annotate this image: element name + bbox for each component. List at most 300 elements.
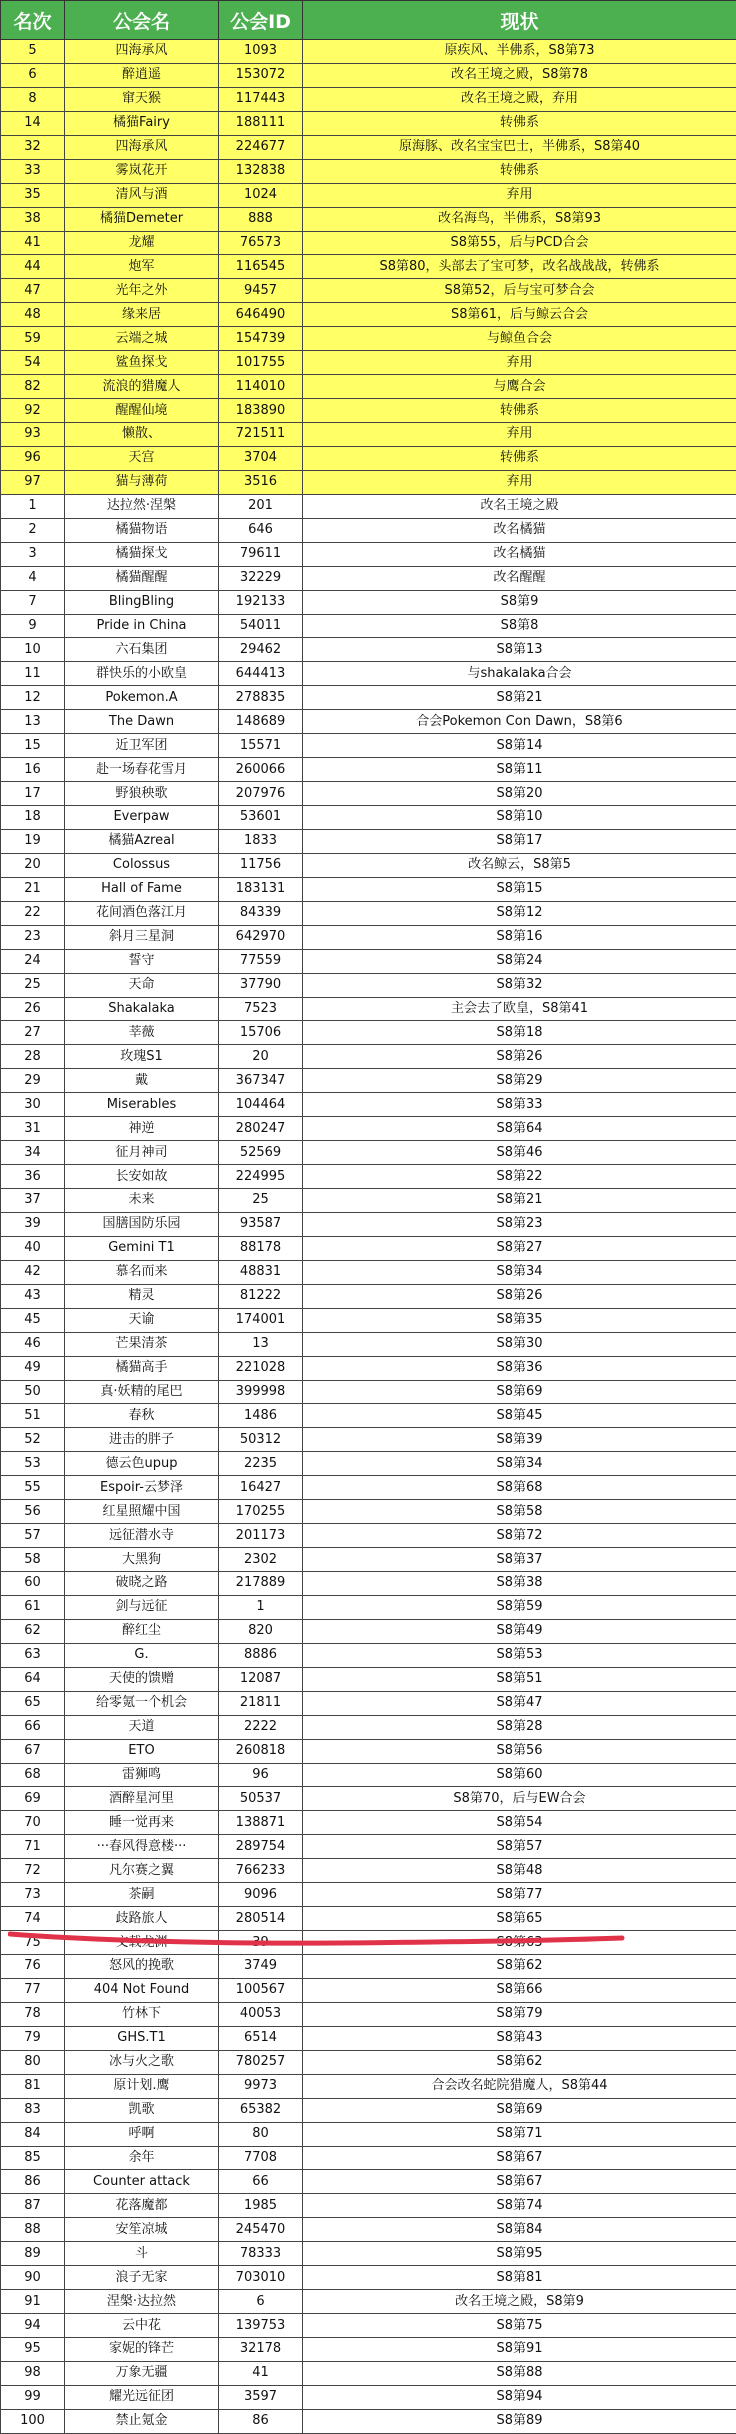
- table-row: [1, 1955, 736, 1979]
- cell-guild-id: 116545: [219, 255, 303, 279]
- cell-guild-id: 29462: [219, 638, 303, 662]
- cell-guild-id: 148689: [219, 710, 303, 734]
- cell-rank: 86: [1, 2170, 65, 2194]
- cell-guild-name: 芒果清茶: [65, 1332, 219, 1356]
- cell-status: S8第43: [303, 2026, 736, 2050]
- cell-guild-id: 1486: [219, 1404, 303, 1428]
- cell-status: S8第34: [303, 1260, 736, 1284]
- cell-guild-name: 春秋: [65, 1404, 219, 1428]
- cell-guild-name: Shakalaka: [65, 997, 219, 1021]
- table-row: [1, 518, 736, 542]
- cell-guild-id: 101755: [219, 351, 303, 375]
- cell-status: S8第38: [303, 1572, 736, 1596]
- cell-guild-name: 剑与远征: [65, 1595, 219, 1619]
- cell-guild-name: 窜天猴: [65, 87, 219, 111]
- cell-guild-name: 醒醒仙境: [65, 399, 219, 423]
- cell-rank: 4: [1, 566, 65, 590]
- table-row: [1, 2266, 736, 2290]
- cell-guild-name: BlingBling: [65, 590, 219, 614]
- cell-rank: 88: [1, 2218, 65, 2242]
- cell-rank: 49: [1, 1356, 65, 1380]
- table-row: [1, 399, 736, 423]
- cell-status: 转佛系: [303, 446, 736, 470]
- cell-guild-id: 93587: [219, 1212, 303, 1236]
- cell-guild-name: 云端之城: [65, 327, 219, 351]
- cell-guild-name: 玫瑰S1: [65, 1045, 219, 1069]
- cell-rank: 9: [1, 614, 65, 638]
- cell-status: 与鲸鱼合会: [303, 327, 736, 351]
- cell-guild-id: 245470: [219, 2218, 303, 2242]
- cell-guild-name: Espoir-云梦泽: [65, 1476, 219, 1500]
- cell-guild-id: 3704: [219, 446, 303, 470]
- cell-rank: 14: [1, 111, 65, 135]
- cell-guild-name: 茶嗣: [65, 1883, 219, 1907]
- cell-rank: 58: [1, 1548, 65, 1572]
- cell-status: S8第26: [303, 1284, 736, 1308]
- cell-status: 改名醒醒: [303, 566, 736, 590]
- cell-status: S8第14: [303, 734, 736, 758]
- cell-rank: 5: [1, 40, 65, 64]
- table-row: [1, 1572, 736, 1596]
- cell-rank: 21: [1, 877, 65, 901]
- cell-status: S8第88: [303, 2361, 736, 2385]
- table-row: [1, 303, 736, 327]
- table-row: [1, 2290, 736, 2314]
- cell-guild-id: 9096: [219, 1883, 303, 1907]
- cell-status: S8第56: [303, 1739, 736, 1763]
- table-row: [1, 1763, 736, 1787]
- cell-rank: 67: [1, 1739, 65, 1763]
- cell-guild-id: 1833: [219, 829, 303, 853]
- cell-guild-name: 给零氪一个机会: [65, 1691, 219, 1715]
- cell-guild-id: 221028: [219, 1356, 303, 1380]
- cell-guild-name: 橘猫Demeter: [65, 207, 219, 231]
- table-row: [1, 734, 736, 758]
- cell-guild-id: 217889: [219, 1572, 303, 1596]
- cell-guild-name: 达拉然·涅槃: [65, 494, 219, 518]
- cell-guild-name: 莘薇: [65, 1021, 219, 1045]
- cell-status: S8第67: [303, 2170, 736, 2194]
- cell-guild-id: 646: [219, 518, 303, 542]
- cell-status: S8第72: [303, 1524, 736, 1548]
- cell-rank: 23: [1, 925, 65, 949]
- table-row: [1, 470, 736, 494]
- cell-guild-name: 歧路旅人: [65, 1907, 219, 1931]
- cell-guild-id: 20: [219, 1045, 303, 1069]
- cell-guild-id: 50312: [219, 1428, 303, 1452]
- cell-guild-id: 289754: [219, 1835, 303, 1859]
- cell-guild-name: 万象无疆: [65, 2361, 219, 2385]
- cell-rank: 30: [1, 1093, 65, 1117]
- cell-guild-id: 280247: [219, 1117, 303, 1141]
- cell-status: S8第71: [303, 2122, 736, 2146]
- cell-rank: 79: [1, 2026, 65, 2050]
- cell-rank: 13: [1, 710, 65, 734]
- cell-rank: 73: [1, 1883, 65, 1907]
- table-row: [1, 1236, 736, 1260]
- table-row: [1, 207, 736, 231]
- cell-guild-name: 橘猫醒醒: [65, 566, 219, 590]
- cell-status: S8第28: [303, 1715, 736, 1739]
- cell-guild-name: G.: [65, 1643, 219, 1667]
- cell-guild-id: 138871: [219, 1811, 303, 1835]
- cell-guild-name: 群快乐的小欧皇: [65, 662, 219, 686]
- cell-status: S8第95: [303, 2242, 736, 2266]
- table-row: [1, 1476, 736, 1500]
- cell-status: S8第51: [303, 1667, 736, 1691]
- cell-guild-name: 红星照耀中国: [65, 1500, 219, 1524]
- cell-rank: 8: [1, 87, 65, 111]
- cell-rank: 38: [1, 207, 65, 231]
- cell-rank: 41: [1, 231, 65, 255]
- cell-guild-id: 65382: [219, 2098, 303, 2122]
- table-row: [1, 1811, 736, 1835]
- cell-guild-name: 竹林下: [65, 2002, 219, 2026]
- cell-status: S8第16: [303, 925, 736, 949]
- cell-guild-name: 凡尔赛之翼: [65, 1859, 219, 1883]
- table-row: [1, 1787, 736, 1811]
- cell-status: S8第91: [303, 2338, 736, 2362]
- cell-status: 与鹰合会: [303, 375, 736, 399]
- table-row: [1, 1189, 736, 1213]
- cell-guild-name: ···春风得意楼···: [65, 1835, 219, 1859]
- cell-guild-id: 13: [219, 1332, 303, 1356]
- cell-rank: 27: [1, 1021, 65, 1045]
- cell-status: S8第66: [303, 1978, 736, 2002]
- cell-status: S8第15: [303, 877, 736, 901]
- cell-guild-id: 41: [219, 2361, 303, 2385]
- cell-status: S8第61，后与鲸云合会: [303, 303, 736, 327]
- cell-rank: 1: [1, 494, 65, 518]
- table-row: [1, 2242, 736, 2266]
- cell-guild-name: 天谕: [65, 1308, 219, 1332]
- cell-guild-name: 四海承风: [65, 40, 219, 64]
- cell-guild-name: 精灵: [65, 1284, 219, 1308]
- cell-guild-id: 54011: [219, 614, 303, 638]
- cell-guild-id: 7708: [219, 2146, 303, 2170]
- cell-guild-name: 光年之外: [65, 279, 219, 303]
- cell-guild-id: 25: [219, 1189, 303, 1213]
- table-row: [1, 1931, 736, 1955]
- cell-status: S8第18: [303, 1021, 736, 1045]
- table-row: [1, 997, 736, 1021]
- cell-rank: 87: [1, 2194, 65, 2218]
- cell-guild-name: Hall of Fame: [65, 877, 219, 901]
- table-row: [1, 1069, 736, 1093]
- cell-guild-name: 戴: [65, 1069, 219, 1093]
- cell-guild-name: 花落魔都: [65, 2194, 219, 2218]
- cell-guild-name: 清风与酒: [65, 183, 219, 207]
- cell-status: 改名橘猫: [303, 542, 736, 566]
- table-row: [1, 1045, 736, 1069]
- cell-guild-name: The Dawn: [65, 710, 219, 734]
- cell-guild-id: 154739: [219, 327, 303, 351]
- cell-status: 弃用: [303, 351, 736, 375]
- table-row: [1, 1835, 736, 1859]
- cell-guild-name: 404 Not Found: [65, 1978, 219, 2002]
- cell-guild-id: 32178: [219, 2338, 303, 2362]
- cell-status: S8第57: [303, 1835, 736, 1859]
- cell-status: S8第46: [303, 1141, 736, 1165]
- cell-guild-id: 1: [219, 1595, 303, 1619]
- cell-guild-id: 88178: [219, 1236, 303, 1260]
- table-row: [1, 63, 736, 87]
- cell-rank: 82: [1, 375, 65, 399]
- table-row: [1, 1165, 736, 1189]
- cell-guild-name: 怒风的挽歌: [65, 1955, 219, 1979]
- table-row: [1, 2002, 736, 2026]
- table-row: [1, 87, 736, 111]
- cell-guild-name: 六石集团: [65, 638, 219, 662]
- cell-rank: 95: [1, 2338, 65, 2362]
- cell-guild-name: 涅槃·达拉然: [65, 2290, 219, 2314]
- cell-guild-name: ETO: [65, 1739, 219, 1763]
- cell-status: 改名王境之殿: [303, 494, 736, 518]
- table-row: [1, 494, 736, 518]
- cell-guild-name: Colossus: [65, 853, 219, 877]
- cell-guild-id: 278835: [219, 686, 303, 710]
- table-row: [1, 877, 736, 901]
- table-row: [1, 782, 736, 806]
- cell-guild-name: 耀光远征团: [65, 2385, 219, 2409]
- cell-guild-id: 80: [219, 2122, 303, 2146]
- cell-guild-id: 132838: [219, 159, 303, 183]
- cell-rank: 52: [1, 1428, 65, 1452]
- cell-status: S8第80，头部去了宝可梦，改名战战战，转佛系: [303, 255, 736, 279]
- cell-guild-id: 9973: [219, 2074, 303, 2098]
- cell-guild-id: 224995: [219, 1165, 303, 1189]
- cell-rank: 54: [1, 351, 65, 375]
- cell-rank: 96: [1, 446, 65, 470]
- table-row: [1, 1907, 736, 1931]
- cell-status: S8第62: [303, 2050, 736, 2074]
- cell-rank: 46: [1, 1332, 65, 1356]
- table-row: [1, 231, 736, 255]
- cell-guild-id: 79611: [219, 542, 303, 566]
- cell-guild-name: Everpaw: [65, 806, 219, 830]
- cell-guild-id: 6: [219, 2290, 303, 2314]
- cell-guild-name: 禁止氪金: [65, 2409, 219, 2433]
- table-row: [1, 183, 736, 207]
- cell-status: S8第62: [303, 1955, 736, 1979]
- cell-guild-id: 888: [219, 207, 303, 231]
- cell-rank: 84: [1, 2122, 65, 2146]
- cell-status: 改名王境之殿，S8第9: [303, 2290, 736, 2314]
- cell-guild-id: 6514: [219, 2026, 303, 2050]
- cell-guild-name: 橘猫Azreal: [65, 829, 219, 853]
- cell-guild-id: 66: [219, 2170, 303, 2194]
- cell-rank: 97: [1, 470, 65, 494]
- table-row: [1, 2122, 736, 2146]
- cell-guild-id: 86: [219, 2409, 303, 2433]
- cell-guild-name: Pride in China: [65, 614, 219, 638]
- cell-status: S8第94: [303, 2385, 736, 2409]
- cell-guild-name: 鲨鱼探戈: [65, 351, 219, 375]
- cell-rank: 56: [1, 1500, 65, 1524]
- cell-status: S8第81: [303, 2266, 736, 2290]
- cell-rank: 93: [1, 423, 65, 447]
- cell-guild-name: 家妮的锋芒: [65, 2338, 219, 2362]
- cell-guild-name: 未来: [65, 1189, 219, 1213]
- cell-status: 转佛系: [303, 159, 736, 183]
- table-row: [1, 1117, 736, 1141]
- cell-status: 弃用: [303, 470, 736, 494]
- cell-guild-id: 183890: [219, 399, 303, 423]
- cell-guild-name: GHS.T1: [65, 2026, 219, 2050]
- table-row: [1, 423, 736, 447]
- cell-guild-id: 8886: [219, 1643, 303, 1667]
- cell-guild-name: 天使的馈赠: [65, 1667, 219, 1691]
- cell-rank: 80: [1, 2050, 65, 2074]
- cell-rank: 34: [1, 1141, 65, 1165]
- cell-guild-id: 37790: [219, 973, 303, 997]
- table-row: [1, 1212, 736, 1236]
- cell-rank: 60: [1, 1572, 65, 1596]
- cell-rank: 81: [1, 2074, 65, 2098]
- cell-guild-id: 52569: [219, 1141, 303, 1165]
- table-row: [1, 1452, 736, 1476]
- table-row: [1, 1595, 736, 1619]
- cell-guild-name: 德云色upup: [65, 1452, 219, 1476]
- cell-guild-name: 浪子无家: [65, 2266, 219, 2290]
- cell-guild-id: 207976: [219, 782, 303, 806]
- table-row: [1, 758, 736, 782]
- cell-status: S8第35: [303, 1308, 736, 1332]
- cell-guild-id: 2235: [219, 1452, 303, 1476]
- cell-rank: 51: [1, 1404, 65, 1428]
- cell-rank: 91: [1, 2290, 65, 2314]
- cell-guild-id: 78333: [219, 2242, 303, 2266]
- cell-guild-name: 长安如故: [65, 1165, 219, 1189]
- table-row: [1, 40, 736, 64]
- cell-rank: 39: [1, 1212, 65, 1236]
- cell-status: S8第8: [303, 614, 736, 638]
- cell-rank: 76: [1, 1955, 65, 1979]
- cell-status: S8第70，后与EW合会: [303, 1787, 736, 1811]
- cell-rank: 74: [1, 1907, 65, 1931]
- cell-guild-id: 201173: [219, 1524, 303, 1548]
- cell-guild-id: 644413: [219, 662, 303, 686]
- table-row: [1, 1715, 736, 1739]
- table-row: [1, 375, 736, 399]
- cell-rank: 98: [1, 2361, 65, 2385]
- table-row: [1, 1691, 736, 1715]
- cell-rank: 77: [1, 1978, 65, 2002]
- cell-guild-id: 53601: [219, 806, 303, 830]
- table-row: [1, 279, 736, 303]
- cell-rank: 53: [1, 1452, 65, 1476]
- table-row: [1, 1524, 736, 1548]
- table-row: [1, 614, 736, 638]
- cell-status: S8第75: [303, 2314, 736, 2338]
- cell-status: S8第63: [303, 1931, 736, 1955]
- table-row: [1, 1667, 736, 1691]
- cell-guild-id: 224677: [219, 135, 303, 159]
- cell-status: S8第49: [303, 1619, 736, 1643]
- cell-status: S8第11: [303, 758, 736, 782]
- cell-status: S8第65: [303, 1907, 736, 1931]
- cell-status: S8第77: [303, 1883, 736, 1907]
- cell-guild-name: 橘猫Fairy: [65, 111, 219, 135]
- cell-guild-name: 慕名而来: [65, 1260, 219, 1284]
- cell-rank: 70: [1, 1811, 65, 1835]
- cell-rank: 43: [1, 1284, 65, 1308]
- cell-guild-name: 破晓之路: [65, 1572, 219, 1596]
- cell-guild-name: 呼啊: [65, 2122, 219, 2146]
- table-row: [1, 806, 736, 830]
- cell-guild-id: 153072: [219, 63, 303, 87]
- cell-guild-id: 188111: [219, 111, 303, 135]
- cell-guild-id: 642970: [219, 925, 303, 949]
- cell-guild-name: 安笙凉城: [65, 2218, 219, 2242]
- cell-guild-name: 醉逍遥: [65, 63, 219, 87]
- table-row: [1, 1883, 736, 1907]
- cell-guild-name: 猫与薄荷: [65, 470, 219, 494]
- cell-status: S8第30: [303, 1332, 736, 1356]
- table-row: [1, 1643, 736, 1667]
- cell-guild-id: 12087: [219, 1667, 303, 1691]
- table-row: [1, 1284, 736, 1308]
- cell-guild-id: 3597: [219, 2385, 303, 2409]
- cell-status: S8第22: [303, 1165, 736, 1189]
- header-guild-id: 公会ID: [219, 1, 303, 40]
- cell-rank: 42: [1, 1260, 65, 1284]
- cell-status: S8第84: [303, 2218, 736, 2242]
- cell-status: 改名王境之殿，S8第78: [303, 63, 736, 87]
- cell-guild-id: 39: [219, 1931, 303, 1955]
- cell-guild-name: 誓守: [65, 949, 219, 973]
- cell-status: S8第45: [303, 1404, 736, 1428]
- cell-guild-id: 1093: [219, 40, 303, 64]
- cell-guild-id: 100567: [219, 1978, 303, 2002]
- table-row: [1, 159, 736, 183]
- table-row: [1, 255, 736, 279]
- cell-status: S8第89: [303, 2409, 736, 2433]
- cell-status: 改名王境之殿，弃用: [303, 87, 736, 111]
- cell-guild-name: 近卫军团: [65, 734, 219, 758]
- cell-status: S8第21: [303, 686, 736, 710]
- cell-rank: 62: [1, 1619, 65, 1643]
- cell-guild-name: 远征潜水寺: [65, 1524, 219, 1548]
- cell-rank: 89: [1, 2242, 65, 2266]
- table-row: [1, 1380, 736, 1404]
- header-rank: 名次: [1, 1, 65, 40]
- cell-guild-id: 2222: [219, 1715, 303, 1739]
- cell-status: S8第74: [303, 2194, 736, 2218]
- table-body: [1, 40, 736, 2434]
- cell-status: S8第37: [303, 1548, 736, 1572]
- cell-guild-id: 76573: [219, 231, 303, 255]
- table-row: [1, 1404, 736, 1428]
- cell-rank: 10: [1, 638, 65, 662]
- cell-rank: 20: [1, 853, 65, 877]
- cell-rank: 72: [1, 1859, 65, 1883]
- table-row: [1, 2194, 736, 2218]
- cell-rank: 85: [1, 2146, 65, 2170]
- cell-guild-id: 399998: [219, 1380, 303, 1404]
- table-row: [1, 1093, 736, 1117]
- cell-rank: 47: [1, 279, 65, 303]
- table-row: [1, 111, 736, 135]
- table-row: [1, 2026, 736, 2050]
- cell-guild-id: 780257: [219, 2050, 303, 2074]
- cell-guild-id: 50537: [219, 1787, 303, 1811]
- cell-guild-id: 280514: [219, 1907, 303, 1931]
- cell-rank: 94: [1, 2314, 65, 2338]
- cell-guild-id: 1024: [219, 183, 303, 207]
- cell-guild-id: 201: [219, 494, 303, 518]
- cell-guild-id: 2302: [219, 1548, 303, 1572]
